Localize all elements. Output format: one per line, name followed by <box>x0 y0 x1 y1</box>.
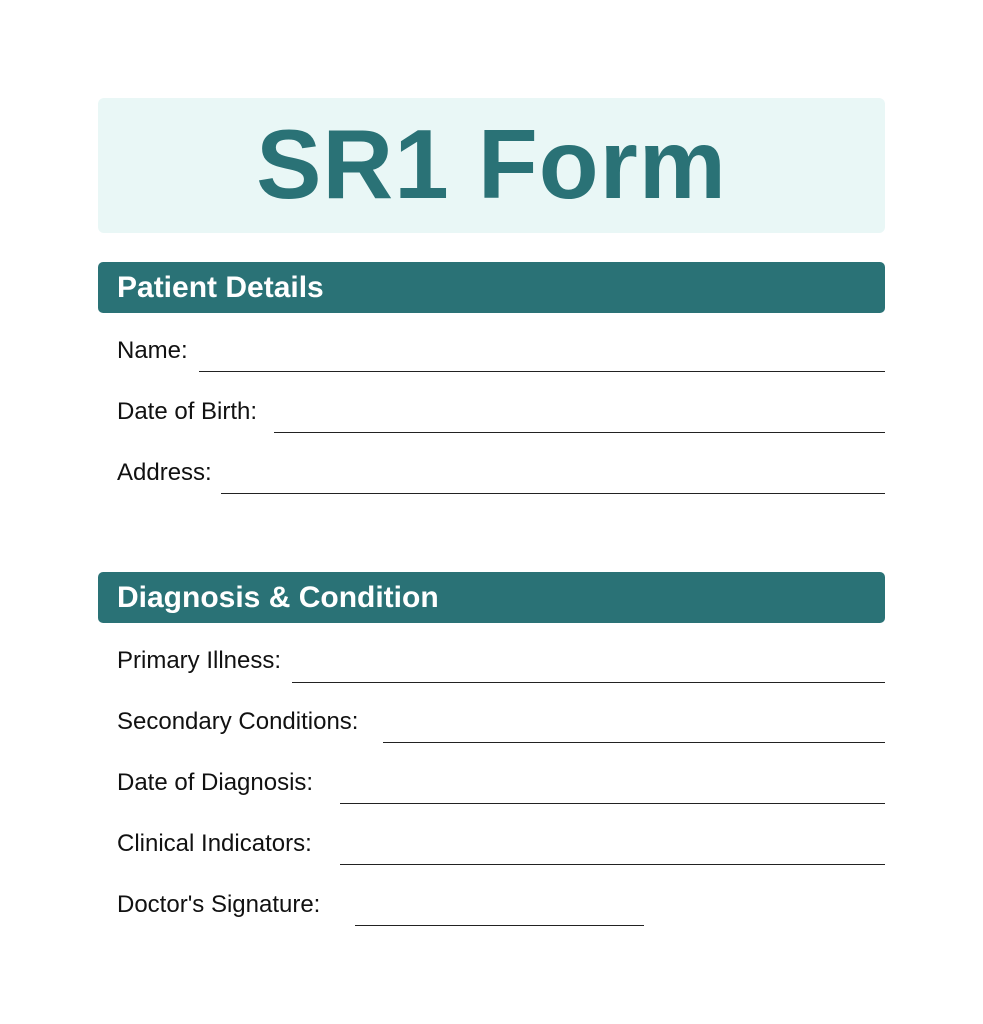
name-field[interactable] <box>199 371 885 372</box>
name-label: Name: <box>117 337 188 364</box>
clinical-indicators-field[interactable] <box>340 864 885 865</box>
secondary-conditions-field[interactable] <box>383 742 885 743</box>
date-of-diagnosis-label: Date of Diagnosis: <box>117 769 314 796</box>
date-of-diagnosis-field[interactable] <box>340 803 885 804</box>
date-of-birth-field[interactable] <box>274 432 885 433</box>
primary-illness-label: Primary Illness: <box>117 647 282 674</box>
section-title-diagnosis: Diagnosis & Condition <box>117 580 439 614</box>
section-header-diagnosis <box>98 572 885 623</box>
section-header-patient-details <box>98 262 885 313</box>
section-title-patient-details: Patient Details <box>117 270 324 304</box>
doctors-signature-field[interactable] <box>355 925 644 926</box>
date-of-birth-label: Date of Birth: <box>117 398 258 425</box>
address-label: Address: <box>117 459 212 486</box>
primary-illness-field[interactable] <box>292 682 885 683</box>
form-title: SR1 Form <box>256 108 727 219</box>
clinical-indicators-label: Clinical Indicators: <box>117 830 312 857</box>
secondary-conditions-label: Secondary Conditions: <box>117 708 359 735</box>
doctors-signature-label: Doctor's Signature: <box>117 891 321 918</box>
address-field[interactable] <box>221 493 885 494</box>
title-banner <box>98 98 885 233</box>
